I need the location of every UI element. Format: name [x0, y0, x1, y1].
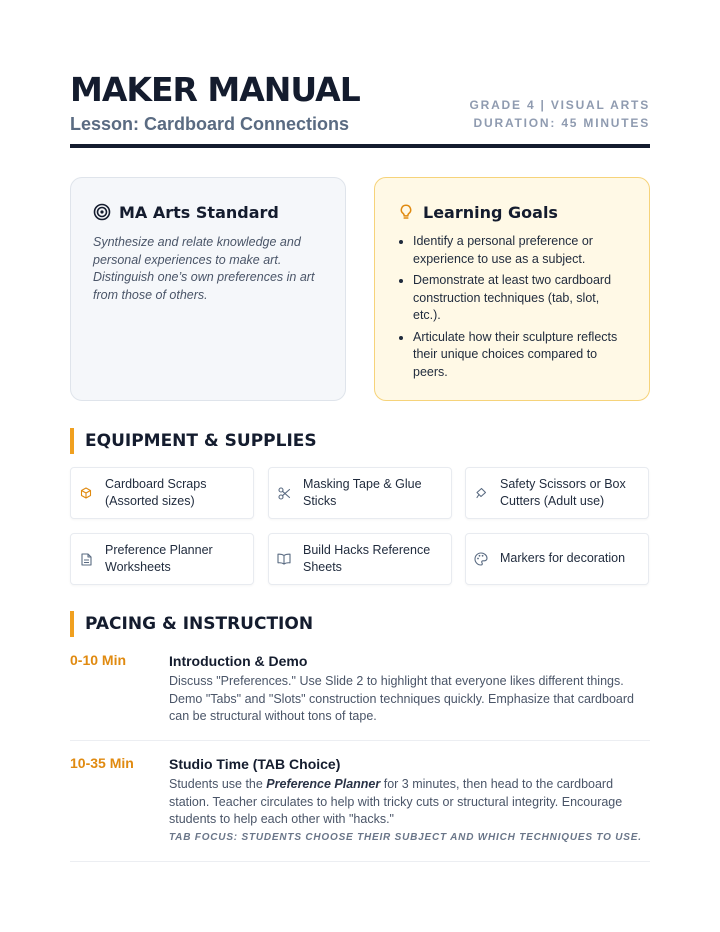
goal-item: Articulate how their sculpture reflects their unique choices compared to peers. — [397, 329, 627, 382]
pacing-description: Discuss "Preferences." Use Slide 2 to highlight that everyone likes different things. Demo "Tabs" and "Slots" construction techniques quickly. Emphasize that cardboard can be structural without tons of tape. — [169, 674, 634, 724]
grade-label: GRADE 4 | VISUAL ARTS — [469, 98, 650, 112]
supply-label: Safety Scissors or Box Cutters (Adult use) — [500, 476, 626, 508]
book-icon — [277, 552, 291, 566]
pacing-description — [169, 776, 650, 829]
box-icon — [79, 486, 93, 500]
supply-label: Preference Planner Worksheets — [105, 542, 213, 574]
planner-emphasis: Preference Planner — [266, 777, 381, 791]
pacing-row — [70, 652, 650, 741]
supply-label: Markers for decoration — [500, 551, 626, 566]
pacing-section-heading: PACING & INSTRUCTION — [70, 611, 313, 637]
standard-text: Synthesize and relate knowledge and personal experiences to make art. Distinguish one’s own preferences in art from those of others. — [93, 235, 315, 302]
page-title: MAKER MANUAL — [70, 70, 360, 109]
supply-item — [268, 533, 452, 585]
description-text: for 3 minutes, then head to the cardboard station. Teacher circulates to help with tricky cuts or structural integrity. Encourage students to help each other with "hacks." — [169, 777, 623, 827]
supply-item — [70, 467, 254, 519]
pacing-row — [70, 755, 650, 862]
palette-icon — [474, 552, 488, 566]
pacing-body — [169, 652, 650, 726]
duration-label: DURATION: 45 MINUTES — [473, 116, 650, 130]
goals-heading-row — [397, 202, 627, 222]
lesson-meta — [469, 96, 650, 132]
supply-label: Masking Tape & Glue Sticks — [303, 476, 422, 508]
target-icon — [93, 203, 111, 221]
pacing-title: Studio Time (TAB Choice) — [169, 756, 341, 772]
goal-item: Identify a personal preference or experience to use as a subject. — [397, 233, 627, 268]
supply-item — [465, 467, 649, 519]
supply-item — [465, 533, 649, 585]
description-text: Students use the — [169, 777, 267, 791]
supplies-grid — [70, 467, 650, 585]
standard-heading-row — [93, 202, 323, 222]
scissors-icon — [277, 486, 291, 500]
supply-label: Cardboard Scraps (Assorted sizes) — [105, 476, 207, 508]
page-header — [70, 72, 650, 148]
goals-heading: Learning Goals — [423, 202, 558, 222]
standard-card — [70, 177, 346, 401]
lesson-subtitle: Lesson: Cardboard Connections — [70, 114, 350, 134]
supply-item — [268, 467, 452, 519]
worksheet-icon — [79, 552, 93, 566]
standard-heading: MA Arts Standard — [119, 202, 279, 222]
goals-list — [397, 233, 627, 381]
supply-item — [70, 533, 254, 585]
cutter-icon — [474, 486, 488, 500]
learning-goals-card — [374, 177, 650, 401]
supply-label: Build Hacks Reference Sheets — [303, 542, 431, 574]
tab-focus-note: TAB FOCUS: STUDENTS CHOOSE THEIR SUBJECT AND WHICH TECHNIQUES TO USE. — [169, 831, 642, 843]
equipment-section-heading: EQUIPMENT & SUPPLIES — [70, 428, 317, 454]
goal-item: Demonstrate at least two cardboard construction techniques (tab, slot, etc.). — [397, 272, 627, 325]
pacing-time: 10-35 Min — [70, 755, 134, 771]
pacing-time: 0-10 Min — [70, 652, 127, 668]
pacing-title: Introduction & Demo — [169, 653, 308, 669]
lightbulb-icon — [397, 203, 415, 221]
pacing-body — [169, 755, 650, 843]
